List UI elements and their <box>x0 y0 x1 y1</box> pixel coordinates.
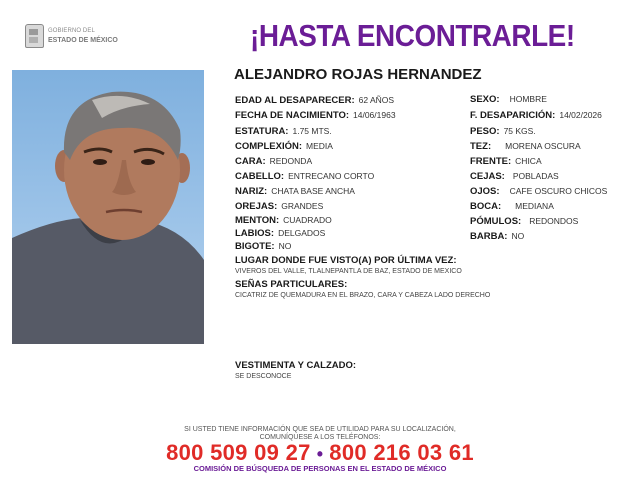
field-label: OJOS: <box>470 186 500 197</box>
marks-label: SEÑAS PARTICULARES: <box>235 279 348 290</box>
field-hair <box>235 171 374 182</box>
field-value: POBLADAS <box>512 171 559 181</box>
field-cheekbones <box>470 216 578 227</box>
phone-number-2[interactable]: 800 216 03 61 <box>329 440 474 465</box>
field-value: REDONDA <box>269 156 313 166</box>
logo-line2: ESTADO DE MÉXICO <box>48 37 118 44</box>
field-build <box>235 141 333 152</box>
field-forehead <box>470 156 542 167</box>
field-label: PESO: <box>470 126 500 137</box>
last-seen-value: VIVEROS DEL VALLE, TLALNEPANTLA DE BAZ, ESTADO DE MEXICO <box>235 268 462 275</box>
marks-value: CICATRIZ DE QUEMADURA EN EL BRAZO, CARA Y CABEZA LADO DERECHO <box>235 292 491 299</box>
field-value: 14/06/1963 <box>353 110 396 120</box>
field-label: FRENTE: <box>470 156 512 167</box>
field-value: MEDIA <box>306 141 333 151</box>
info-line1: SI USTED TIENE INFORMACIÓN QUE SEA DE UTILIDAD PARA SU LOCALIZACIÓN, <box>184 426 456 433</box>
field-disappearance-date <box>470 110 602 121</box>
field-label: OREJAS: <box>235 201 278 212</box>
field-value: CAFE OSCURO CHICOS <box>509 186 608 196</box>
field-value: 62 AÑOS <box>358 95 395 105</box>
field-label: CABELLO: <box>235 171 285 182</box>
field-face <box>235 156 312 167</box>
field-value: MEDIANA <box>515 201 554 211</box>
field-birthdate <box>235 110 396 121</box>
phone-number-1[interactable]: 800 509 09 27 <box>166 440 311 465</box>
field-label: LABIOS: <box>235 228 275 239</box>
field-label: MENTON: <box>235 215 280 226</box>
logo-line1: GOBIERNO DEL <box>48 28 95 34</box>
field-weight <box>470 126 536 137</box>
field-sex <box>470 94 547 105</box>
field-label: BOCA: <box>470 201 502 212</box>
field-value: CHICA <box>515 156 542 166</box>
bullet-separator: • <box>316 444 324 464</box>
field-label: BIGOTE: <box>235 241 275 252</box>
field-label: CARA: <box>235 156 266 167</box>
field-eyebrows <box>470 171 559 182</box>
field-value: 14/02/2026 <box>559 110 602 120</box>
commission-name: COMISIÓN DE BÚSQUEDA DE PERSONAS EN EL ESTADO DE MÉXICO <box>193 464 447 473</box>
field-label: SEXO: <box>470 94 500 105</box>
field-label: NARIZ: <box>235 186 268 197</box>
field-label: COMPLEXIÓN: <box>235 141 303 152</box>
field-label: PÓMULOS: <box>470 216 522 227</box>
field-value: GRANDES <box>281 201 324 211</box>
field-value: REDONDOS <box>529 216 579 226</box>
field-value: 75 KGS. <box>503 126 536 136</box>
field-chin <box>235 215 332 226</box>
field-value: NO <box>511 231 525 241</box>
field-mustache <box>235 241 291 252</box>
field-label: CEJAS: <box>470 171 505 182</box>
clothing-label: VESTIMENTA Y CALZADO: <box>235 360 357 371</box>
field-value: CHATA BASE ANCHA <box>271 186 355 196</box>
field-label: TEZ: <box>470 141 492 152</box>
info-line2: COMUNÍQUESE A LOS TELÉFONOS: <box>259 434 381 441</box>
person-name: ALEJANDRO ROJAS HERNANDEZ <box>234 66 482 83</box>
portrait-image <box>12 70 204 344</box>
phone-numbers <box>0 440 640 466</box>
field-label: FECHA DE NACIMIENTO: <box>235 110 349 121</box>
government-logo <box>25 24 118 48</box>
state-crest-icon <box>25 24 44 48</box>
field-label: F. DESAPARICIÓN: <box>470 110 556 121</box>
last-seen-label: LUGAR DONDE FUE VISTO(A) POR ÚLTIMA VEZ: <box>235 255 457 266</box>
field-value: ENTRECANO CORTO <box>288 171 375 181</box>
field-value: HOMBRE <box>509 94 547 104</box>
field-label: EDAD AL DESAPARECER: <box>235 95 355 106</box>
field-label: BARBA: <box>470 231 508 242</box>
field-label: ESTATURA: <box>235 126 289 137</box>
person-photo <box>12 70 204 344</box>
field-ears <box>235 201 323 212</box>
field-nose <box>235 186 355 197</box>
field-value: MORENA OSCURA <box>505 141 581 151</box>
field-value: DELGADOS <box>278 228 326 238</box>
field-mouth <box>470 201 554 212</box>
clothing-value: SE DESCONOCE <box>235 373 292 380</box>
poster-title: ¡HASTA ENCONTRARLE! <box>250 18 575 53</box>
field-value: CUADRADO <box>283 215 332 225</box>
field-height <box>235 126 332 137</box>
field-value: 1.75 MTS. <box>292 126 332 136</box>
field-eyes <box>470 186 607 197</box>
field-complexion <box>470 141 581 152</box>
field-age <box>235 95 394 106</box>
field-lips <box>235 228 325 239</box>
field-value: NO <box>278 241 292 251</box>
field-beard <box>470 231 524 242</box>
